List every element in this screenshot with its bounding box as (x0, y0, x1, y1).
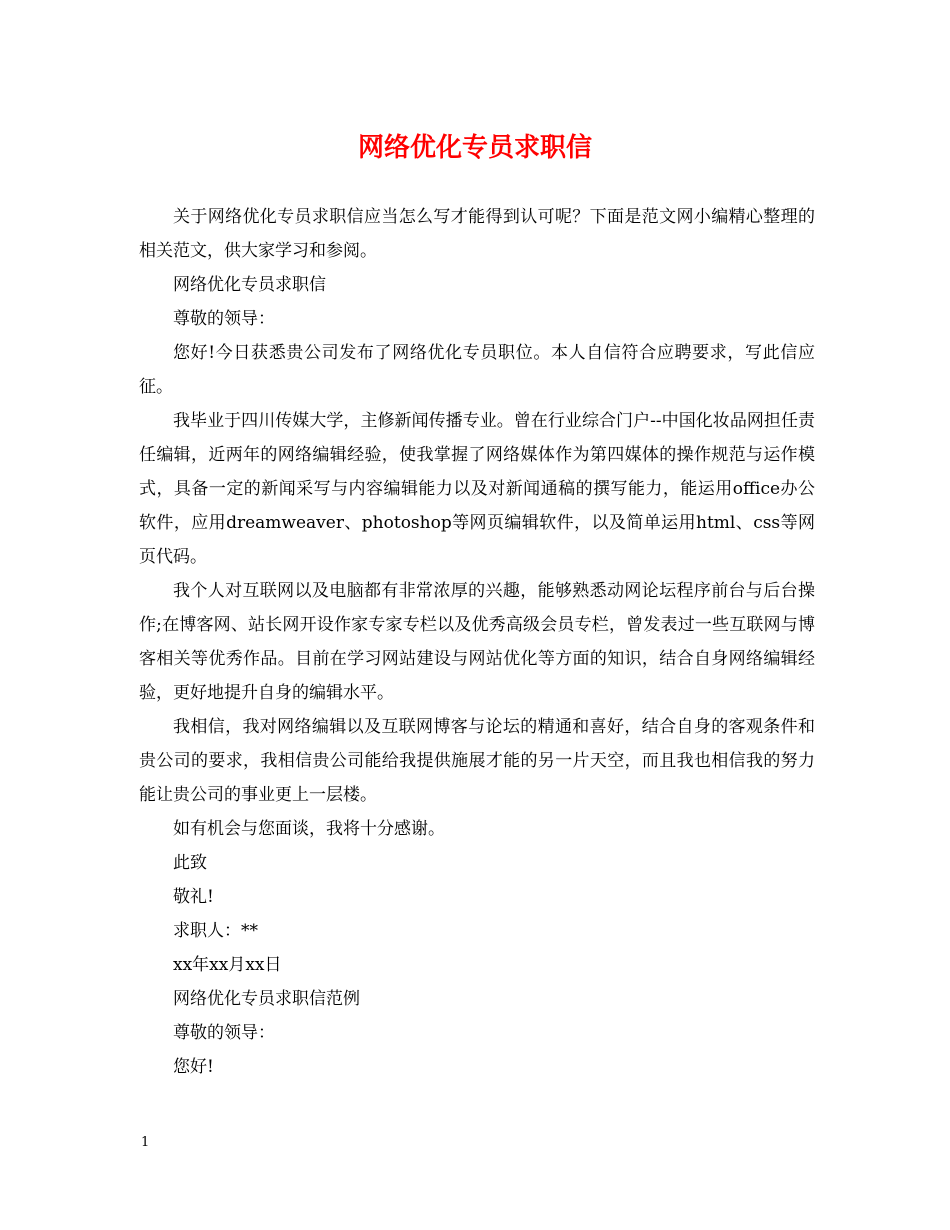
paragraph-confidence: 我相信，我对网络编辑以及互联网博客与论坛的精通和喜好，结合自身的客观条件和贵公司的要求，我相信贵公司能给我提供施展才能的另一片天空，而且我也相信我的努力能让贵公司的事业更上一层楼。 (139, 717, 815, 805)
paragraph-education: 我毕业于四川传媒大学，主修新闻传播专业。曾在行业综合门户--中国化妆品网担任责任编辑，近两年的网络编辑经验，使我掌握了网络媒体作为第四媒体的操作规范与运作模式，具备一定的新闻采写与内容编辑能力以及对新闻通稿的撰写能力，能运用office办公软件，应用dreamweaver、photoshop等网页编辑软件，以及简单运用html、css等网页代码。 (139, 411, 815, 567)
paragraph-salutation-2: 尊敬的领导： (173, 1023, 275, 1043)
paragraph-example-heading: 网络优化专员求职信范例 (173, 989, 360, 1009)
paragraph-applicant: 求职人：** (173, 921, 258, 941)
paragraph-greeting-2: 您好! (173, 1057, 214, 1077)
document-title: 网络优化专员求职信 (357, 133, 592, 163)
paragraph-regards: 敬礼! (173, 887, 214, 907)
page-number: 1 (141, 1135, 150, 1150)
paragraph-thanks: 如有机会与您面谈，我将十分感谢。 (173, 819, 445, 839)
document-body (139, 200, 815, 1084)
paragraph-interests: 我个人对互联网以及电脑都有非常浓厚的兴趣，能够熟悉动网论坛程序前台与后台操作;在博客网、站长网开设作家专家专栏以及优秀高级会员专栏，曾发表过一些互联网与博客相关等优秀作品。目前在学习网站建设与网站优化等方面的知识，结合自身网络编辑经验，更好地提升自身的编辑水平。 (139, 581, 815, 703)
paragraph-salutation: 尊敬的领导： (173, 309, 275, 329)
paragraph-closing: 此致 (173, 853, 207, 873)
paragraph-heading-letter: 网络优化专员求职信 (173, 275, 326, 295)
paragraph-date: xx年xx月xx日 (173, 955, 282, 975)
paragraph-intro: 关于网络优化专员求职信应当怎么写才能得到认可呢？下面是范文网小编精心整理的相关范文，供大家学习和参阅。 (139, 207, 815, 261)
paragraph-greeting: 您好!今日获悉贵公司发布了网络优化专员职位。本人自信符合应聘要求，写此信应征。 (139, 343, 815, 397)
